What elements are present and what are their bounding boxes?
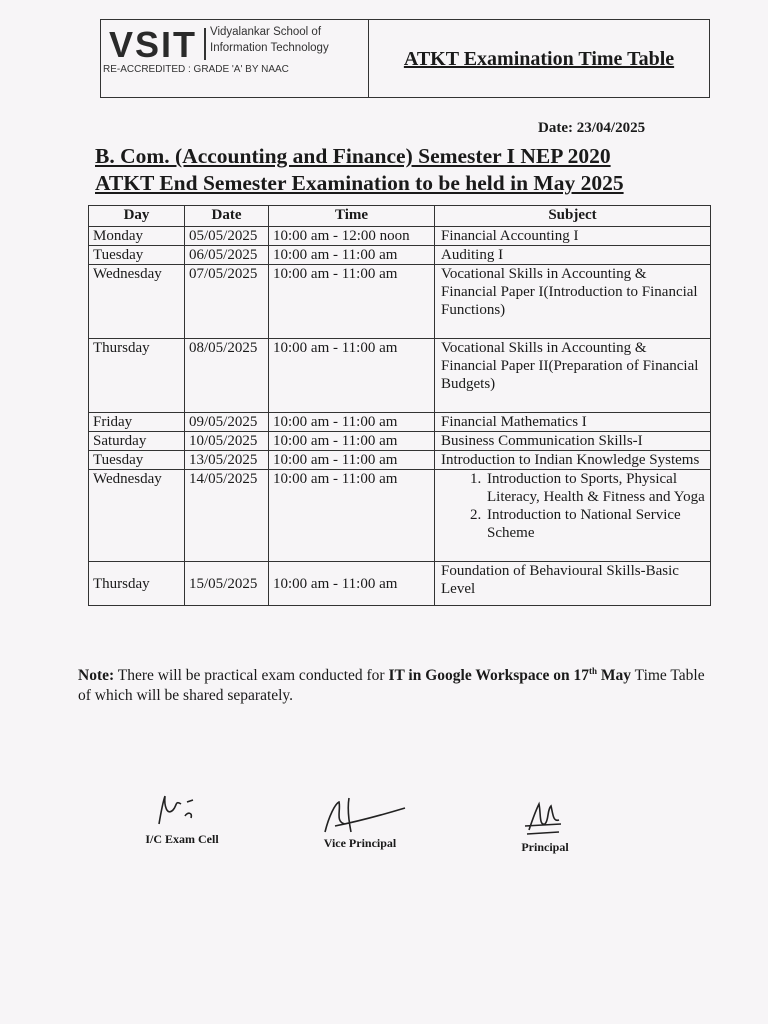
note-text: There will be practical exam conducted for (117, 667, 385, 684)
cell-time: 10:00 am - 11:00 am (269, 451, 435, 470)
table-row (89, 562, 711, 606)
school-name-line1: Vidyalankar School of (210, 26, 322, 38)
table-row (89, 227, 711, 246)
cell-subject: Business Communication Skills-I (435, 432, 711, 451)
header-date: Date (185, 206, 269, 227)
table-row (89, 246, 711, 265)
signature-vice-principal (300, 796, 420, 851)
title-cell (369, 20, 709, 97)
signature-label: I/C Exam Cell (145, 832, 219, 846)
cell-subject: Vocational Skills in Accounting & Financial Paper II(Preparation of Financial Budgets) (435, 339, 711, 413)
cell-date: 13/05/2025 (185, 451, 269, 470)
cell-time: 10:00 am - 11:00 am (269, 413, 435, 432)
note-label: Note: (78, 667, 115, 684)
cell-day: Saturday (89, 432, 185, 451)
cell-time: 10:00 am - 11:00 am (269, 246, 435, 265)
header-time: Time (269, 206, 435, 227)
cell-date: 07/05/2025 (185, 265, 269, 339)
logo-divider (204, 28, 206, 60)
cell-date: 05/05/2025 (185, 227, 269, 246)
signature-exam-cell (132, 790, 232, 847)
cell-time: 10:00 am - 11:00 am (269, 470, 435, 562)
signature-principal (500, 796, 590, 855)
cell-date: 06/05/2025 (185, 246, 269, 265)
header-box (100, 19, 710, 98)
logo-mark: VSIT (109, 24, 198, 65)
table-row (89, 470, 711, 562)
cell-subject: Vocational Skills in Accounting & Financial Paper I(Introduction to Financial Functions) (435, 265, 711, 339)
accreditation-text: RE-ACCREDITED : GRADE 'A' BY NAAC (103, 64, 289, 75)
note-bold-text: IT in Google Workspace on 17 (388, 667, 589, 684)
issue-date: Date: 23/04/2025 (538, 120, 646, 136)
cell-subject: Financial Mathematics I (435, 413, 711, 432)
note-superscript: th (589, 665, 598, 676)
cell-date: 10/05/2025 (185, 432, 269, 451)
school-name (210, 24, 360, 56)
cell-day: Friday (89, 413, 185, 432)
cell-day: Thursday (89, 562, 185, 606)
cell-subject: Foundation of Behavioural Skills-Basic Level (435, 562, 711, 606)
subject-list (441, 470, 706, 542)
cell-time: 10:00 am - 11:00 am (269, 432, 435, 451)
cell-time: 10:00 am - 12:00 noon (269, 227, 435, 246)
cell-subject: Introduction to Indian Knowledge Systems (435, 451, 711, 470)
cell-day: Monday (89, 227, 185, 246)
cell-subject (435, 470, 711, 562)
table-row (89, 265, 711, 339)
cell-day: Wednesday (89, 470, 185, 562)
cell-date: 09/05/2025 (185, 413, 269, 432)
cell-date: 14/05/2025 (185, 470, 269, 562)
cell-date: 08/05/2025 (185, 339, 269, 413)
heading-line1: B. Com. (Accounting and Finance) Semester I NEP 2020 (95, 144, 611, 168)
header-subject: Subject (435, 206, 711, 227)
signature-label: Vice Principal (323, 836, 397, 850)
cell-date: 15/05/2025 (185, 562, 269, 606)
header-day: Day (89, 206, 185, 227)
subject-list-item: 2. Introduction to National Service Scheme (485, 506, 706, 542)
handwritten-signature-icon (515, 796, 575, 840)
table-row (89, 432, 711, 451)
cell-day: Tuesday (89, 451, 185, 470)
table-header-row (89, 206, 711, 227)
cell-day: Thursday (89, 339, 185, 413)
heading-line2: ATKT End Semester Examination to be held in May 2025 (95, 171, 624, 195)
institute-logo (101, 20, 369, 97)
cell-subject: Financial Accounting I (435, 227, 711, 246)
cell-day: Tuesday (89, 246, 185, 265)
cell-time: 10:00 am - 11:00 am (269, 562, 435, 606)
document-title: ATKT Examination Time Table (403, 47, 675, 70)
cell-day: Wednesday (89, 265, 185, 339)
handwritten-signature-icon (305, 796, 415, 836)
subject-list-item: 1. Introduction to Sports, Physical Literacy, Health & Fitness and Yoga (485, 470, 706, 506)
cell-time: 10:00 am - 11:00 am (269, 339, 435, 413)
school-name-line2: Information Technology (210, 42, 329, 54)
note-paragraph (78, 666, 718, 706)
note-month: May (600, 667, 632, 684)
note-text-2: Time Table of which will be shared separately. (78, 667, 705, 704)
table-row (89, 413, 711, 432)
timetable (88, 205, 711, 606)
exam-heading (95, 143, 715, 197)
cell-time: 10:00 am - 11:00 am (269, 265, 435, 339)
table-row (89, 451, 711, 470)
handwritten-signature-icon (147, 790, 217, 832)
cell-subject: Auditing I (435, 246, 711, 265)
table-row (89, 339, 711, 413)
signature-label: Principal (521, 840, 569, 854)
